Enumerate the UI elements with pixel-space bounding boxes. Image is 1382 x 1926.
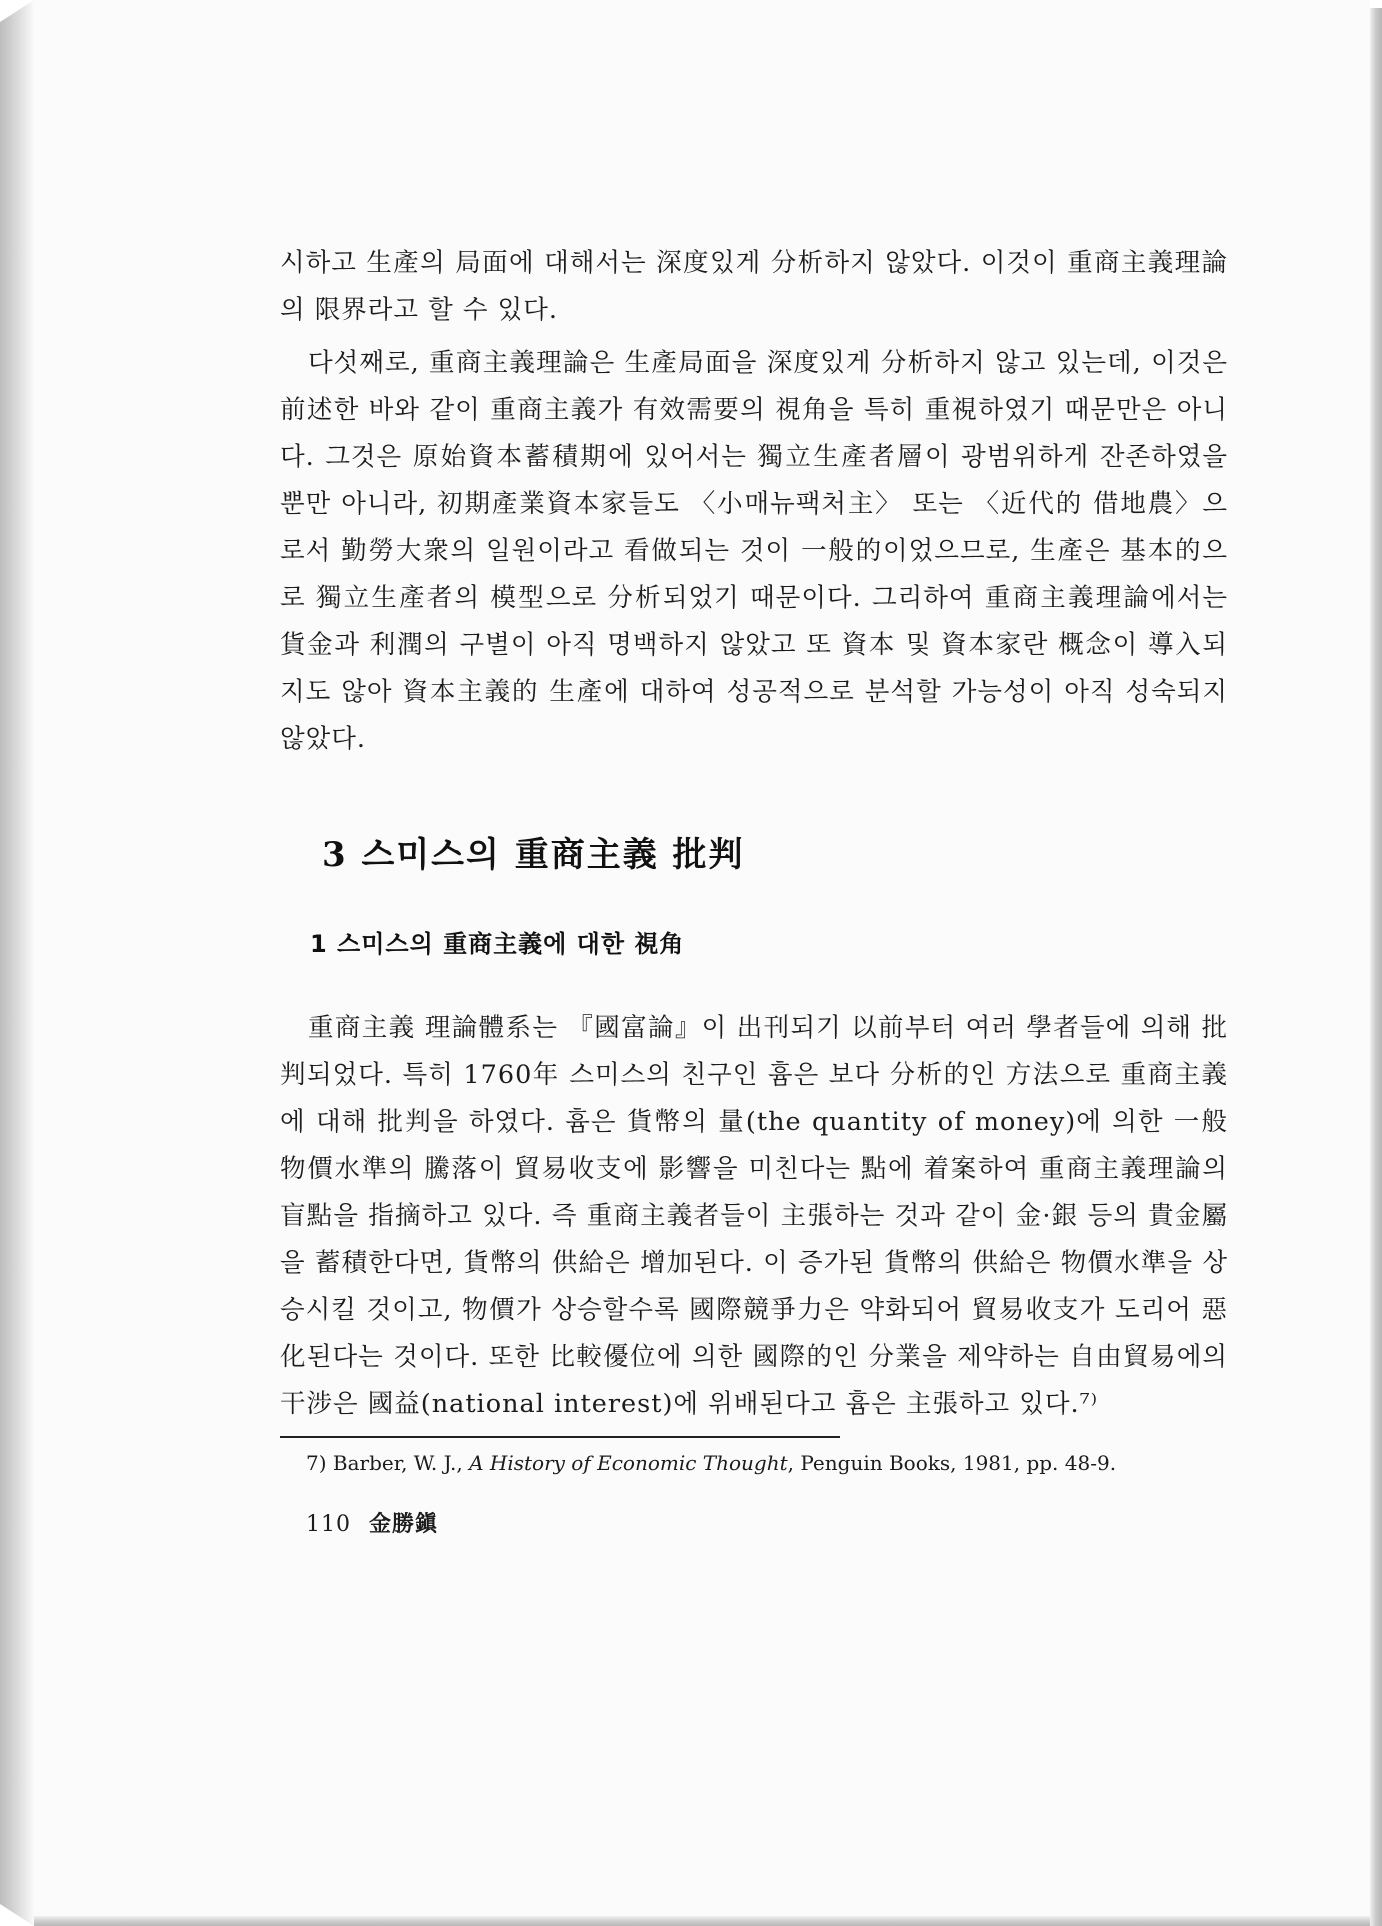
page-binding-edge — [0, 0, 34, 1926]
footnote-publication: , Penguin Books, 1981, pp. 48-9. — [787, 1451, 1117, 1475]
paragraph-hume-critique: 重商主義 理論體系는 『國富論』이 出刊되기 以前부터 여러 學者들에 의해 批判되었다. 특히 1760年 스미스의 친구인 흄은 보다 分析的인 方法으로 重商主義에 대해 批判을 하였다. 흄은 貨幣의 量(the quantity of money)에 의한 一般物價水準의 騰落이 貿易收支에 影響을 미친다는 點에 着案하여 重商主義理論의 盲點을 指摘하고 있다. 즉 重商主義者들이 主張하는 것과 같이 金·銀 등의 貴金屬을 蓄積한다면, 貨幣의 供給은 增加된다. 이 증가된 貨幣의 供給은 物價水準을 상승시킬 것이고, 物價가 상승할수록 國際競爭力은 약화되어 貿易收支가 도리어 惡化된다는 것이다. 또한 比較優位에 의한 國際的인 分業을 제약하는 自由貿易에의 干涉은 國益(national interest)에 위배된다고 흄은 主張하고 있다.⁷⁾ — [280, 1013, 1228, 1419]
section-heading: 3 스미스의 重商主義 批判 — [322, 835, 745, 875]
book-page — [34, 0, 1370, 1916]
running-author: 金勝鎭 — [369, 1511, 439, 1537]
footnote-book-title: A History of Economic Thought — [469, 1451, 788, 1475]
page-number: 110 — [306, 1512, 351, 1537]
paragraph-continuation: 시하고 生產의 局面에 대해서는 深度있게 分析하지 않았다. 이것이 重商主義理論의 限界라고 할 수 있다. — [280, 248, 1228, 325]
page-footer — [280, 1508, 1228, 1541]
page-shadow-right — [1370, 8, 1382, 1926]
footnote-marker: 7) — [306, 1451, 327, 1475]
paragraph-fifth-point: 다섯째로, 重商主義理論은 生產局面을 深度있게 分析하지 않고 있는데, 이것은 前述한 바와 같이 重商主義가 有效需要의 視角을 특히 重視하였기 때문만은 아니다. 그것은 原始資本蓄積期에 있어서는 獨立生產者層이 광범위하게 잔존하였을 뿐만 아니라, 初期產業資本家들도 〈小매뉴팩처主〉 또는 〈近代的 借地農〉으로서 勤勞大衆의 일원이라고 看做되는 것이 一般的이었으므로, 生產은 基本的으로 獨立生產者의 模型으로 分析되었기 때문이다. 그리하여 重商主義理論에서는 貨金과 利潤의 구별이 아직 명백하지 않았고 또 資本 및 資本家란 概念이 導入되지도 않아 資本主義的 生產에 대하여 성공적으로 분석할 가능성이 아직 성숙되지 않았다. — [280, 348, 1228, 754]
page-content — [280, 240, 1228, 1541]
footnote — [280, 1446, 1228, 1480]
page-shadow-bottom — [34, 1916, 1370, 1926]
footnote-author: Barber, W. J., — [332, 1451, 463, 1475]
footnote-separator — [280, 1436, 840, 1438]
subsection-heading: 1 스미스의 重商主義에 대한 視角 — [310, 930, 685, 958]
